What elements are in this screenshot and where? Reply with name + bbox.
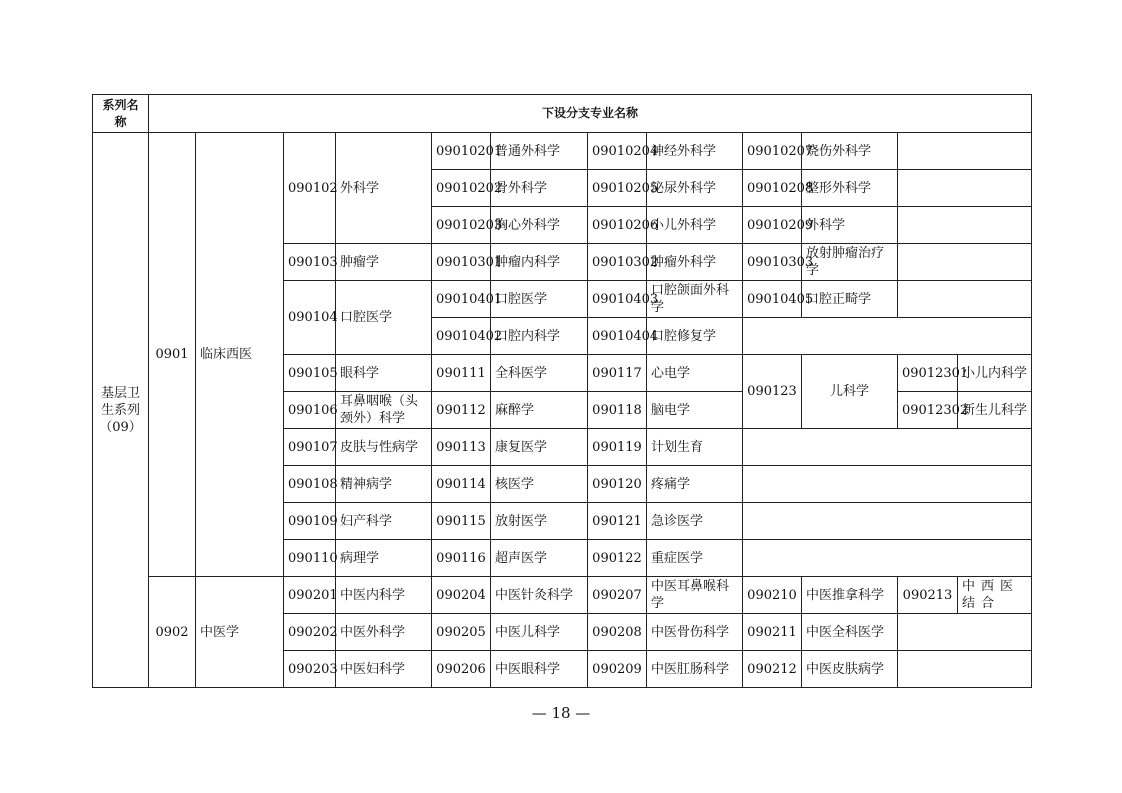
specialty-name: 康复医学 [491,429,588,466]
specialty-code: 090208 [588,614,647,651]
specialty-name: 中医全科医学 [802,614,898,651]
page-number: — 18 — [531,704,591,722]
specialty-name: 中医眼科学 [491,651,588,688]
specialty-name: 中医皮肤病学 [802,651,898,688]
specialty-code: 090122 [588,540,647,577]
specialty-code: 090113 [432,429,491,466]
specialty-name: 中医耳鼻喉科学 [647,577,743,614]
empty-cell [898,207,1032,244]
group-name: 临床西医 [196,133,284,577]
specialty-name: 眼科学 [336,355,432,392]
specialty-code: 090205 [432,614,491,651]
specialty-name: 核医学 [491,466,588,503]
sub-code: 09012301 [898,355,958,392]
specialty-code: 090123 [743,355,802,429]
specialty-code: 090120 [588,466,647,503]
specialty-code: 090213 [898,577,958,614]
specialty-code: 090111 [432,355,491,392]
sub-name: 口腔内科学 [491,318,588,355]
specialty-code: 090210 [743,577,802,614]
sub-code: 09010202 [432,170,491,207]
empty-cell [743,466,1032,503]
sub-name: 口腔修复学 [647,318,743,355]
sub-name: 骨外科学 [491,170,588,207]
sub-name: 泌尿外科学 [647,170,743,207]
empty-cell [898,651,1032,688]
sub-code: 09010302 [588,244,647,281]
sub-name: 小儿外科学 [647,207,743,244]
specialty-name: 急诊医学 [647,503,743,540]
specialty-name: 心电学 [647,355,743,392]
specialty-code: 090201 [284,577,336,614]
sub-code: 09010404 [588,318,647,355]
empty-cell [743,503,1032,540]
table-header-row [93,95,1032,133]
specialty-code: 090202 [284,614,336,651]
empty-cell [898,133,1032,170]
sub-code: 09010206 [588,207,647,244]
specialty-name: 放射医学 [491,503,588,540]
specialty-name: 中医内科学 [336,577,432,614]
group-name: 中医学 [196,577,284,688]
specialty-name: 中医儿科学 [491,614,588,651]
specialty-code: 090116 [432,540,491,577]
specialty-code: 090103 [284,244,336,281]
specialty-name: 皮肤与性病学 [336,429,432,466]
sub-code: 09010301 [432,244,491,281]
sub-name: 口腔医学 [491,281,588,318]
specialty-code: 090110 [284,540,336,577]
specialty-code: 090206 [432,651,491,688]
specialty-name: 肿瘤学 [336,244,432,281]
specialty-name: 中医推拿科学 [802,577,898,614]
specialty-name: 全科医学 [491,355,588,392]
sub-name: 普通外科学 [491,133,588,170]
sub-code: 09010209 [743,207,802,244]
specialty-code: 090108 [284,466,336,503]
sub-code: 09010401 [432,281,491,318]
specialty-name: 妇产科学 [336,503,432,540]
specialty-name: 麻醉学 [491,392,588,429]
specialty-name: 中医外科学 [336,614,432,651]
series-name-header: 系列名称 [93,95,149,133]
branch-title-header: 下设分支专业名称 [149,95,1032,133]
sub-code: 09010203 [432,207,491,244]
specialty-code: 090107 [284,429,336,466]
specialty-name: 口腔医学 [336,281,432,355]
specialty-code: 090102 [284,133,336,244]
sub-name: 胸心外科学 [491,207,588,244]
sub-name: 口腔颌面外科学 [647,281,743,318]
sub-code: 09010208 [743,170,802,207]
sub-name: 放射肿瘤治疗学 [802,244,898,281]
specialty-code: 090115 [432,503,491,540]
specialty-code: 090121 [588,503,647,540]
specialty-code: 090117 [588,355,647,392]
specialty-name: 脑电学 [647,392,743,429]
specialty-name: 中医肛肠科学 [647,651,743,688]
specialty-name: 儿科学 [802,355,898,429]
sub-name: 小儿内科学 [958,355,1032,392]
specialty-code: 090203 [284,651,336,688]
specialty-name: 计划生育 [647,429,743,466]
specialty-code: 090114 [432,466,491,503]
specialty-name: 中医骨伤科学 [647,614,743,651]
sub-code: 09010204 [588,133,647,170]
sub-code: 09010405 [743,281,802,318]
sub-name: 口腔正畸学 [802,281,898,318]
sub-code: 09010205 [588,170,647,207]
group-code: 0902 [149,577,196,688]
table-row [93,577,1032,614]
specialty-code: 090112 [432,392,491,429]
empty-cell [743,429,1032,466]
empty-cell [898,281,1032,318]
specialty-code: 090211 [743,614,802,651]
sub-code: 09010303 [743,244,802,281]
specialty-code: 090207 [588,577,647,614]
specialty-table [92,94,1032,688]
empty-cell [898,244,1032,281]
group-code: 0901 [149,133,196,577]
sub-name: 神经外科学 [647,133,743,170]
specialty-code: 090109 [284,503,336,540]
sub-name: 新生儿科学 [958,392,1032,429]
specialty-code: 090106 [284,392,336,429]
sub-code: 09010403 [588,281,647,318]
sub-name: 整形外科学 [802,170,898,207]
specialty-name: 病理学 [336,540,432,577]
specialty-name: 中医针灸科学 [491,577,588,614]
specialty-code: 090104 [284,281,336,355]
specialty-name: 疼痛学 [647,466,743,503]
specialty-code: 090105 [284,355,336,392]
specialty-name: 超声医学 [491,540,588,577]
sub-code: 09010201 [432,133,491,170]
specialty-code: 090119 [588,429,647,466]
sub-code: 09010402 [432,318,491,355]
specialty-code: 090118 [588,392,647,429]
specialty-name: 重症医学 [647,540,743,577]
sub-name: 外科学 [802,207,898,244]
specialty-code: 090212 [743,651,802,688]
sub-name: 肿瘤外科学 [647,244,743,281]
table-row [93,133,1032,170]
series-name-cell: 基层卫生系列（09） [93,133,149,688]
specialty-code: 090209 [588,651,647,688]
specialty-code: 090204 [432,577,491,614]
empty-cell [898,614,1032,651]
specialty-name: 耳鼻咽喉（头颈外）科学 [336,392,432,429]
sub-code: 09010207 [743,133,802,170]
specialty-name: 中西医结合 [958,577,1032,614]
specialty-name: 精神病学 [336,466,432,503]
sub-name: 肿瘤内科学 [491,244,588,281]
sub-code: 09012302 [898,392,958,429]
specialty-name: 外科学 [336,133,432,244]
specialty-name: 中医妇科学 [336,651,432,688]
empty-cell [743,318,1032,355]
empty-cell [743,540,1032,577]
empty-cell [898,170,1032,207]
sub-name: 烧伤外科学 [802,133,898,170]
